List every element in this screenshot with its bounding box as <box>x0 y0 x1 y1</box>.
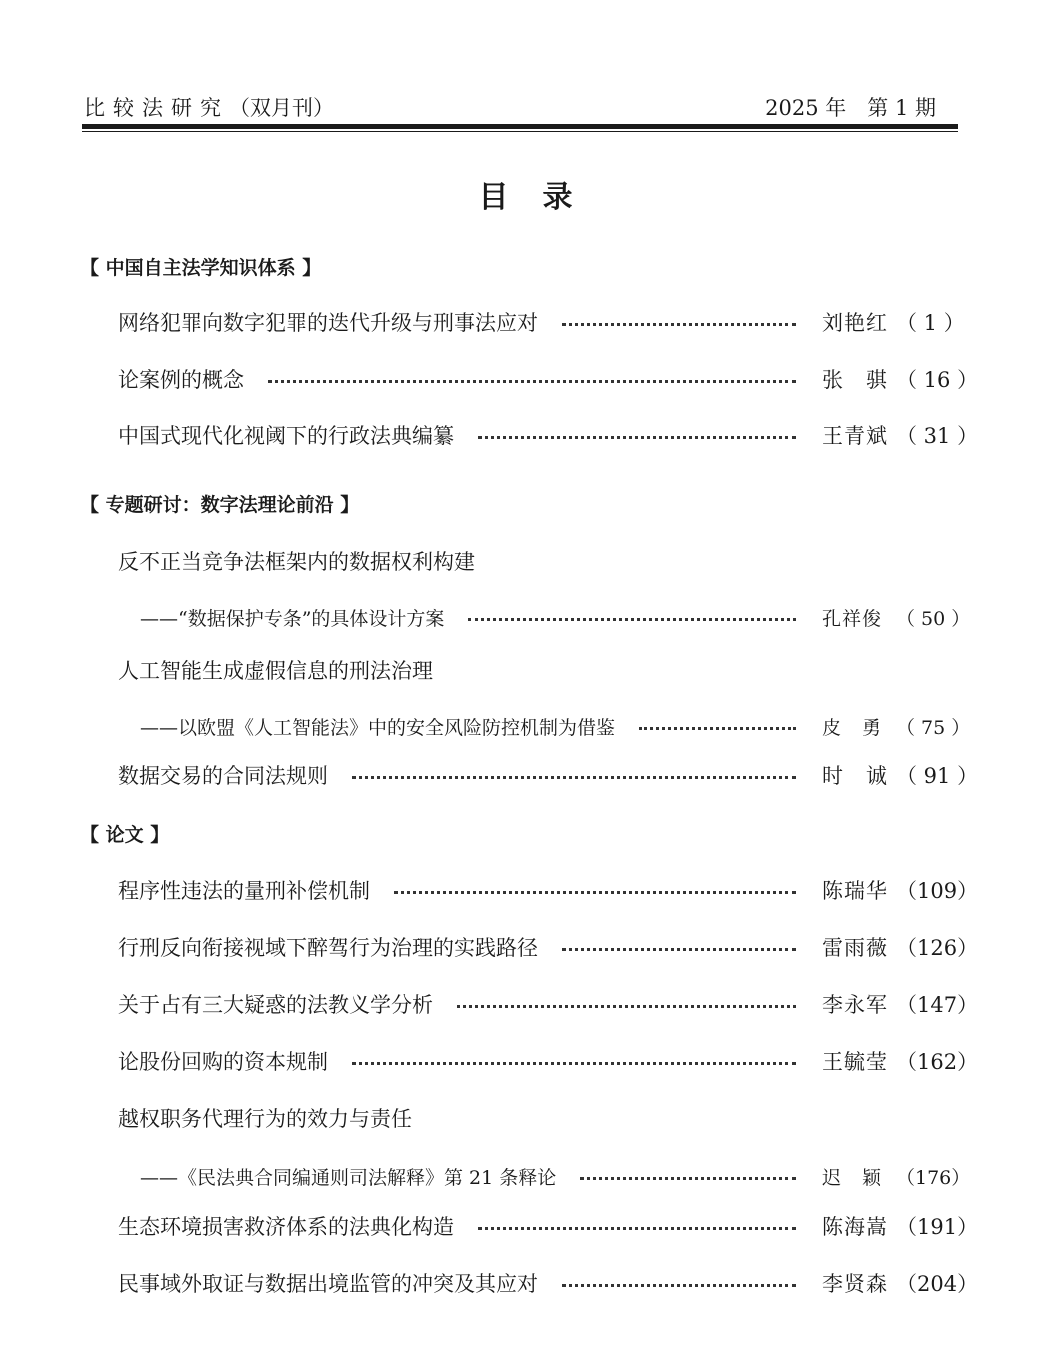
section-heading: 【 中国自主法学知识体系 】 <box>80 257 322 279</box>
journal-frequency: （双月刊） <box>229 96 334 120</box>
article-page: （162） <box>896 1050 979 1074</box>
page-header <box>82 88 958 124</box>
article-title: 关于占有三大疑惑的法教义学分析 <box>118 993 433 1017</box>
toc-entry <box>118 1211 979 1241</box>
toc-entry <box>118 875 979 905</box>
toc-entry <box>118 1268 979 1298</box>
article-page: （ 31 ） <box>896 424 979 448</box>
leader-dots <box>562 323 796 326</box>
leader-dots <box>478 436 796 439</box>
toc-entry <box>118 989 979 1019</box>
leader-dots <box>562 948 796 951</box>
toc-entry <box>118 760 979 790</box>
article-title: 程序性违法的量刑补偿机制 <box>118 879 370 903</box>
leader-dots <box>352 776 796 779</box>
issue-number: 2025 年 第 1 期 <box>765 96 936 120</box>
article-page: （ 16 ） <box>896 368 979 392</box>
header-rule-thin <box>82 131 958 132</box>
article-title: 数据交易的合同法规则 <box>118 764 328 788</box>
article-page: （147） <box>896 993 979 1017</box>
leader-dots <box>268 380 796 383</box>
article-author: 李贤森 <box>822 1272 888 1296</box>
article-title: 越权职务代理行为的效力与责任 <box>118 1107 412 1131</box>
toc-entry <box>118 1046 979 1076</box>
article-author: 李永军 <box>822 993 888 1017</box>
article-title: 民事域外取证与数据出境监管的冲突及其应对 <box>118 1272 538 1296</box>
toc-entry <box>118 307 965 337</box>
article-title: 网络犯罪向数字犯罪的迭代升级与刑事法应对 <box>118 311 538 335</box>
leader-dots <box>639 727 796 730</box>
leader-dots <box>478 1227 796 1230</box>
article-page: （ 75 ） <box>896 716 971 739</box>
toc-entry <box>140 1161 971 1191</box>
leader-dots <box>580 1177 796 1180</box>
article-page: （ 1 ） <box>896 311 965 335</box>
article-author: 孔祥俊 <box>822 607 883 630</box>
article-subtitle: ——《民法典合同编通则司法解释》第 21 条释论 <box>140 1166 557 1189</box>
article-author: 刘艳红 <box>822 311 888 335</box>
article-author: 王青斌 <box>822 424 888 448</box>
article-author: 皮 勇 <box>822 716 883 739</box>
toc-entry <box>140 711 971 741</box>
article-subtitle: ——“数据保护专条”的具体设计方案 <box>140 607 445 630</box>
article-title: 生态环境损害救济体系的法典化构造 <box>118 1215 454 1239</box>
toc-entry <box>118 932 979 962</box>
article-title: 论案例的概念 <box>118 368 244 392</box>
article-page: （ 91 ） <box>896 764 979 788</box>
leader-dots <box>468 618 796 621</box>
header-rule-thick <box>82 124 958 129</box>
toc-entry <box>118 364 979 394</box>
article-author: 王毓莹 <box>822 1050 888 1074</box>
section-heading: 【 论文 】 <box>80 824 170 846</box>
toc-entry <box>140 602 971 632</box>
toc-title: 目录 <box>478 180 607 215</box>
article-author: 迟 颖 <box>822 1166 883 1189</box>
journal-name <box>84 92 334 122</box>
article-author: 雷雨薇 <box>822 936 888 960</box>
article-page: （ 50 ） <box>896 607 971 630</box>
leader-dots <box>394 891 796 894</box>
article-title: 论股份回购的资本规制 <box>118 1050 328 1074</box>
journal-title: 比较法研究 <box>84 96 229 120</box>
article-page: （176） <box>896 1166 971 1189</box>
article-author: 张 骐 <box>822 368 888 392</box>
article-author: 陈海嵩 <box>822 1215 888 1239</box>
article-title: 行刑反向衔接视域下醉驾行为治理的实践路径 <box>118 936 538 960</box>
article-page: （109） <box>896 879 979 903</box>
article-title: 反不正当竞争法框架内的数据权利构建 <box>118 550 475 574</box>
article-title: 中国式现代化视阈下的行政法典编纂 <box>118 424 454 448</box>
leader-dots <box>457 1005 796 1008</box>
leader-dots <box>562 1284 796 1287</box>
article-subtitle: ——以欧盟《人工智能法》中的安全风险防控机制为借鉴 <box>140 716 616 739</box>
section-heading: 【 专题研讨：数字法理论前沿 】 <box>80 494 360 516</box>
article-author: 时 诚 <box>822 764 888 788</box>
toc-entry <box>118 420 979 450</box>
article-title: 人工智能生成虚假信息的刑法治理 <box>118 659 433 683</box>
article-page: （191） <box>896 1215 979 1239</box>
article-page: （126） <box>896 936 979 960</box>
article-page: （204） <box>896 1272 979 1296</box>
article-author: 陈瑞华 <box>822 879 888 903</box>
leader-dots <box>352 1062 796 1065</box>
